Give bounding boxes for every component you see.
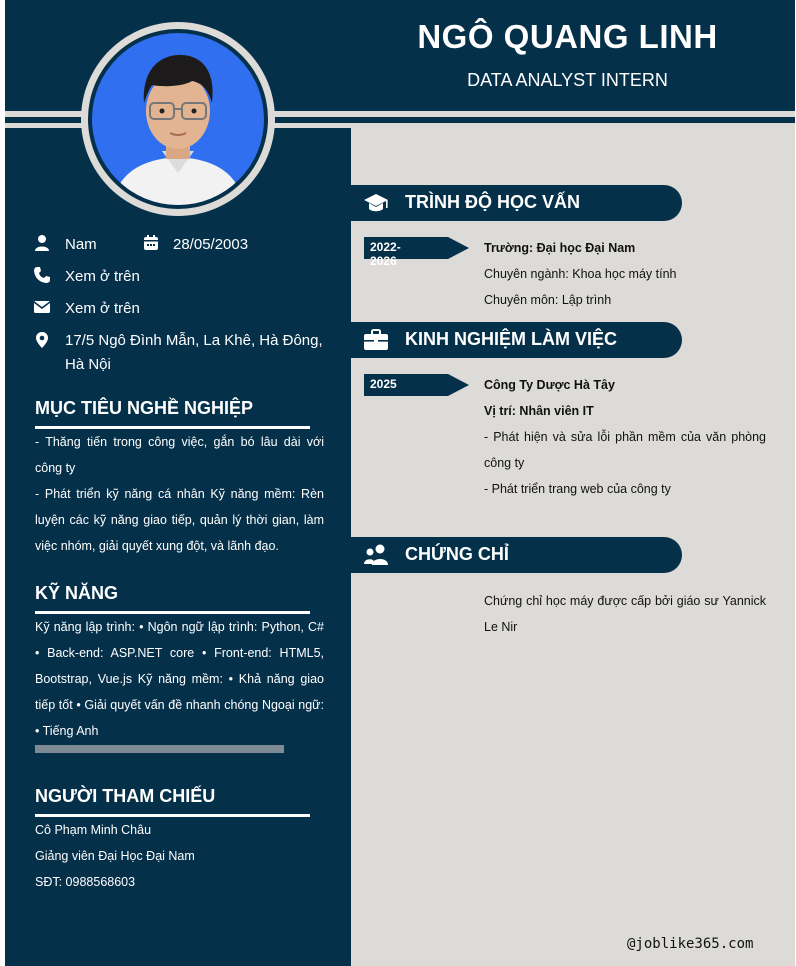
watermark: @joblike365.com [627,936,754,952]
education-major: Chuyên ngành: Khoa học máy tính [484,267,677,281]
certificates-header [351,537,682,573]
reference-name: Cô Phạm Minh Châu [35,823,152,837]
skills-level-bar [35,745,284,753]
skills-heading: KỸ NĂNG [35,583,119,603]
certificates-text: Chứng chỉ học máy được cấp bởi giáo sư Yannick Le Nir [484,594,766,634]
user-icon [33,234,51,252]
experience-company: Công Ty Dược Hà Tây [484,378,615,392]
references-heading: NGƯỜI THAM CHIẾU [35,786,216,806]
education-details [484,235,766,313]
email-value: Xem ở trên [65,300,140,317]
experience-task: - Phát triển trang web của công ty [484,482,671,496]
address-value: 17/5 Ngô Đình Mẫn, La Khê, Hà Đông, Hà Nội [65,332,323,373]
education-specialty: Chuyên môn: Lập trình [484,293,612,307]
avatar [81,22,275,216]
users-icon [363,543,389,567]
profile-photo [92,33,264,205]
graduation-cap-icon [363,191,389,215]
references-text [35,817,324,895]
objective-heading: MỤC TIÊU NGHỀ NGHIỆP [35,398,254,418]
reference-position: Giảng viên Đại Học Đại Nam [35,849,195,863]
education-heading: TRÌNH ĐỘ HỌC VẤN [405,192,580,212]
reference-phone: SĐT: 0988568603 [35,875,136,889]
experience-heading: KINH NGHIỆM LÀM VIỆC [405,329,618,349]
cv-page: NGÔ QUANG LINH DATA ANALYST INTERN Nam 28/05/2003 Xem ở trên Xem ở trên 17/5 Ngô Đình Mẫn, La Khê, Hà Đông, Hà Nội MỤC TIÊU NGHỀ NGHIỆP - Thăng tiến trong công việc, gắn bó lâu dài với công ty - Phát triển kỹ năng cá nhân Kỹ năng mềm: Rèn luyện các kỹ năng giao tiếp, quản lý thời gian, làm việc nhóm, giải quyết xung đột, và lãnh đạo. KỸ NĂNG Kỹ năng lập trình: • Ngôn ngữ lập trình: Python, C# • Back-end: ASP.NET core • Front-end: HTML5, Bootstrap, Vue.js Kỹ năng mềm: • Khả năng giao tiếp tốt • Giải quyết vấn đề nhanh chóng Ngoại ngữ: • Tiếng Anh NGƯỜI THAM CHIẾU Cô Phạm Minh Châu Giảng viên Đại Học Đại Nam SĐT: 0988568603 TRÌNH ĐỘ HỌC VẤN 2022-2026 Trường: Đại học Đại Nam Chuyên ngành: Khoa học máy tính Chuyên môn: Lập trình KINH NGHIỆM LÀM VIỆC 2025 Công Ty Dược Hà Tây Vị trí: Nhân viên IT - Phát hiện và sửa lỗi phần mềm của văn phòng công ty - Phát triển trang web của công ty CHỨNG CHỈ Chứng chỉ học máy được cấp bởi giáo sư Yannick Le Nir @joblike365.com [5,0,795,966]
candidate-role: DATA ANALYST INTERN [467,70,668,90]
location-pin-icon [33,331,51,349]
certificates-heading: CHỨNG CHỈ [405,544,509,564]
phone-icon [33,266,51,284]
skills-text: Kỹ năng lập trình: • Ngôn ngữ lập trình: Python, C# • Back-end: ASP.NET core • Front-end: HTML5, Bootstrap, Vue.js Kỹ năng mềm: • Khả năng giao tiếp tốt • Giải quyết vấn đề nhanh chóng Ngoại ngữ: • Tiếng Anh [35,620,324,738]
experience-task: - Phát hiện và sửa lỗi phần mềm của văn phòng công ty [484,430,766,470]
calendar-icon [142,234,160,252]
candidate-name: NGÔ QUANG LINH [417,18,718,55]
email-icon [33,298,51,316]
gender-value: Nam [65,236,97,253]
briefcase-icon [363,328,389,352]
birthdate-value: 28/05/2003 [173,236,249,253]
phone-value: Xem ở trên [65,268,140,285]
objective-text: - Thăng tiến trong công việc, gắn bó lâu dài với công ty - Phát triển kỹ năng cá nhân Kỹ năng mềm: Rèn luyện các kỹ năng giao tiếp, quản lý thời gian, làm việc nhóm, giải quyết xung đột, và lãnh đạo. [35,435,324,553]
person-portrait-icon [92,33,264,205]
education-school: Trường: Đại học Đại Nam [484,241,636,255]
education-header [351,185,682,221]
experience-position: Vị trí: Nhân viên IT [484,404,594,418]
experience-header [351,322,682,358]
experience-details [484,372,766,502]
